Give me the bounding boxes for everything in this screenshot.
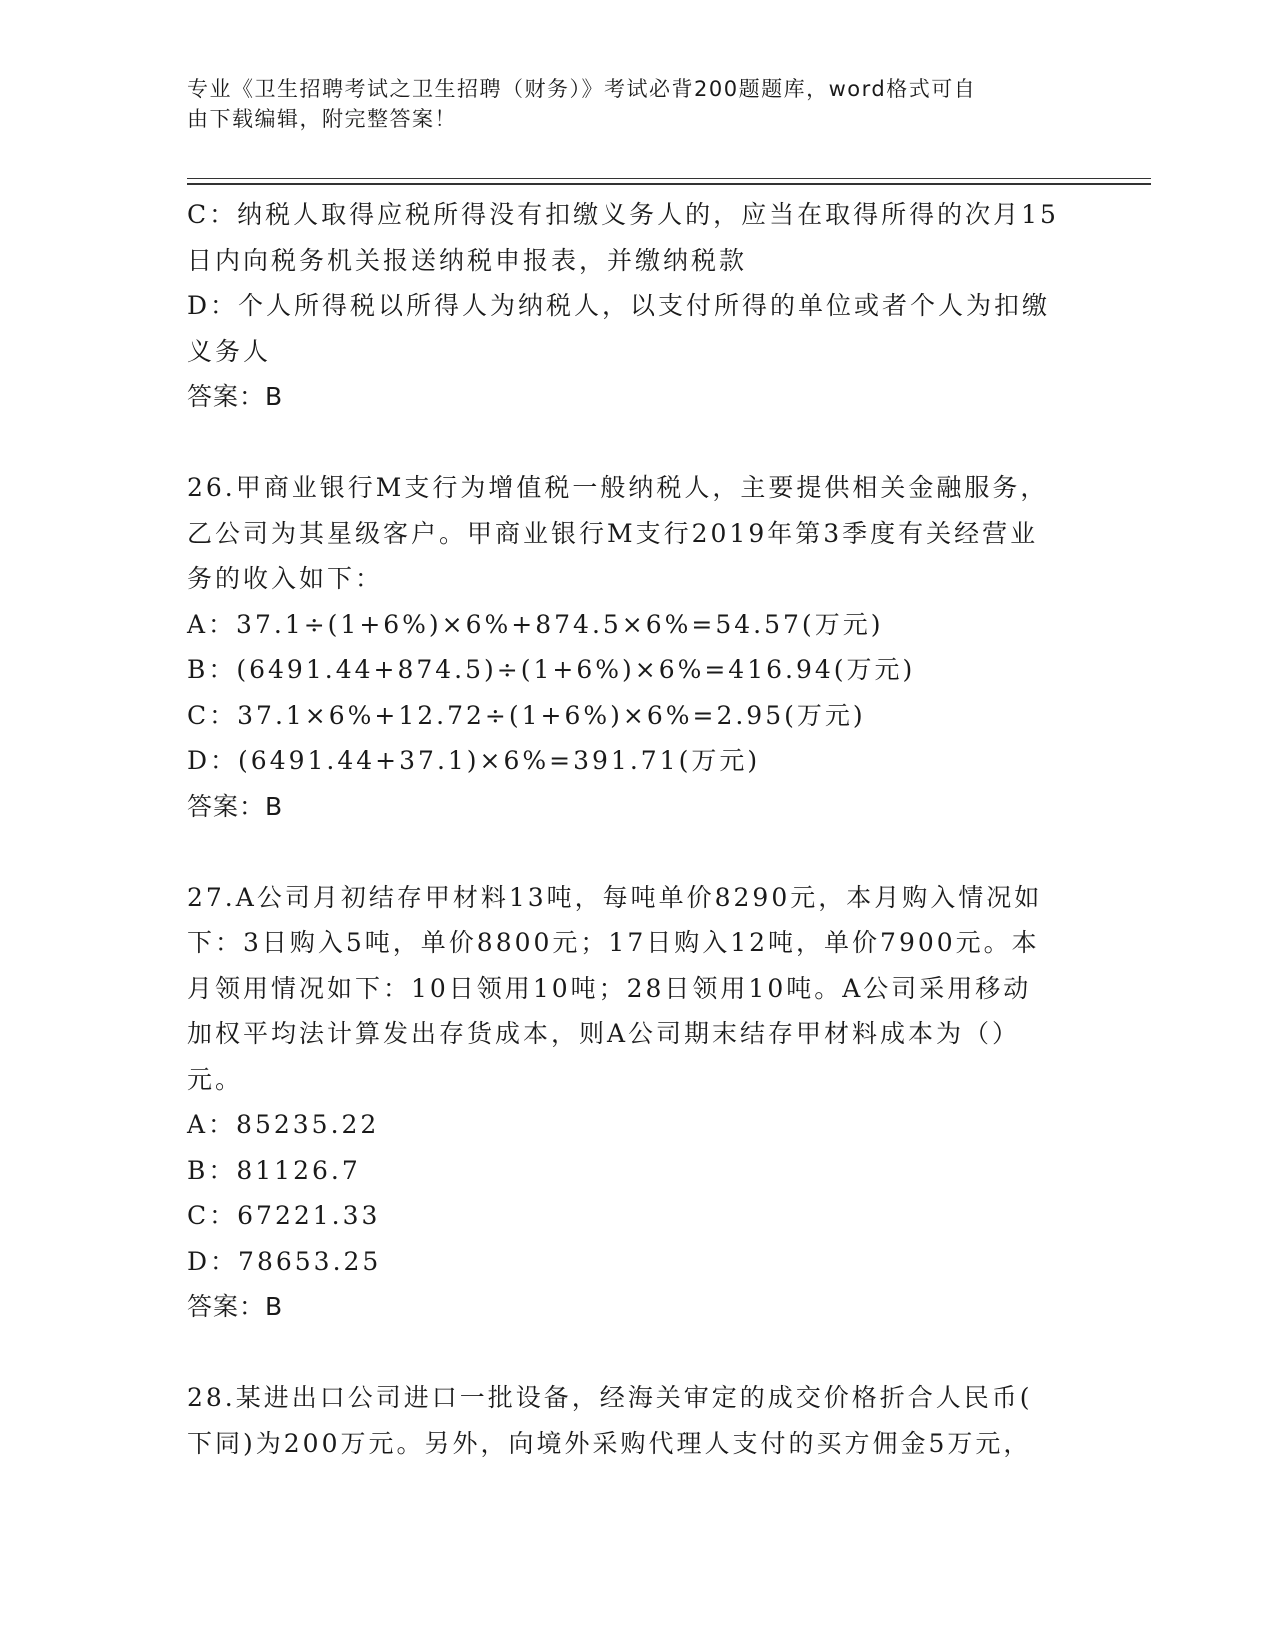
option-a: A：85235.22 — [187, 1110, 380, 1139]
question-stem-line-1: 28.某进出口公司进口一批设备，经海关审定的成交价格折合人民币( — [187, 1383, 1033, 1412]
option-d-line-2: 义务人 — [187, 336, 272, 366]
question-stem-line-1: 26.甲商业银行M支行为增值税一般纳税人，主要提供相关金融服务， — [187, 473, 1049, 502]
question-stem-line-5: 元。 — [187, 1064, 244, 1094]
question-27 — [187, 875, 1087, 1330]
spacer — [187, 420, 1087, 466]
option-c-line-1: C：纳税人取得应税所得没有扣缴义务人的，应当在取得所得的次月15 — [187, 200, 1059, 229]
question-stem-line-2: 下同)为200万元。另外，向境外采购代理人支付的买方佣金5万元， — [187, 1428, 1032, 1458]
question-stem-line-1: 27.A公司月初结存甲材料13吨，每吨单价8290元，本月购入情况如 — [187, 882, 1043, 912]
option-c-line-2: 日内向税务机关报送纳税申报表，并缴纳税款 — [187, 245, 748, 275]
question-26 — [187, 465, 1087, 829]
option-b: B：(6491.44+874.5)÷(1+6%)×6%=416.94(万元) — [187, 655, 916, 684]
question-25-tail — [187, 192, 1087, 420]
spacer — [187, 1330, 1087, 1376]
answer-line: 答案：B — [187, 1292, 284, 1321]
header-divider-thick — [187, 183, 1151, 185]
document-body — [187, 192, 1087, 1466]
option-d: D：(6491.44+37.1)×6%=391.71(万元) — [187, 746, 761, 775]
option-c: C：67221.33 — [187, 1201, 381, 1230]
answer-line: 答案：B — [187, 791, 284, 821]
question-28 — [187, 1375, 1087, 1466]
option-b: B：81126.7 — [187, 1155, 361, 1185]
question-stem-line-2: 乙公司为其星级客户。甲商业银行M支行2019年第3季度有关经营业 — [187, 518, 1039, 548]
option-d-line-1: D：个人所得税以所得人为纳税人，以支付所得的单位或者个人为扣缴 — [187, 291, 1051, 320]
question-stem-line-3: 月领用情况如下：10日领用10吨；28日领用10吨。A公司采用移动 — [187, 973, 1032, 1003]
spacer — [187, 829, 1087, 875]
page-header — [187, 74, 1067, 134]
header-title-line-1: 专业《卫生招聘考试之卫生招聘（财务）》考试必背200题题库，word格式可自 — [187, 77, 977, 101]
question-stem-line-4: 加权平均法计算发出存货成本，则A公司期末结存甲材料成本为（） — [187, 1019, 1021, 1048]
question-stem-line-2: 下：3日购入5吨，单价8800元；17日购入12吨，单价7900元。本 — [187, 928, 1040, 957]
option-c: C：37.1×6%+12.72÷(1+6%)×6%=2.95(万元) — [187, 700, 866, 730]
answer-line: 答案：B — [187, 382, 284, 411]
question-stem-line-3: 务的收入如下： — [187, 564, 384, 593]
option-a: A：37.1÷(1+6%)×6%+874.5×6%=54.57(万元) — [187, 609, 884, 639]
header-divider-thin — [187, 178, 1151, 179]
option-d: D：78653.25 — [187, 1246, 382, 1276]
header-title-line-2: 由下载编辑，附完整答案！ — [187, 107, 457, 131]
